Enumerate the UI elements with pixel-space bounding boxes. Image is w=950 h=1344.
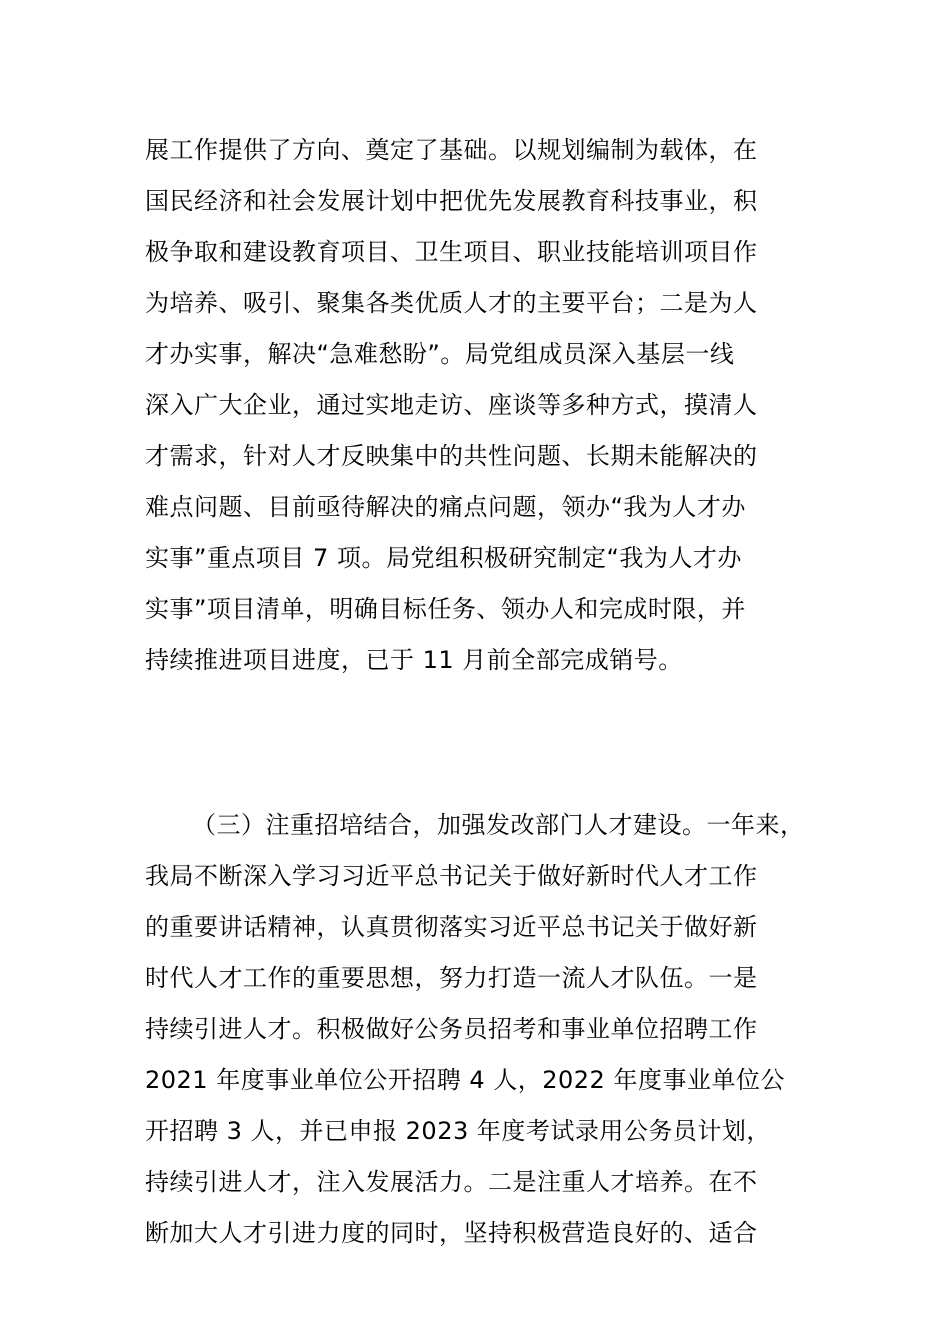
section-heading-line: （三）注重招培结合，加强发改部门人才建设。一年来， [192, 811, 805, 839]
text-line: 我局不断深入学习习近平总书记关于做好新时代人才工作 [145, 862, 758, 890]
text-line: 持续引进人才。积极做好公务员招考和事业单位招聘工作 [145, 1015, 758, 1043]
text-line: 2021 年度事业单位公开招聘 4 人，2022 年度事业单位公 [145, 1066, 785, 1094]
text-line: 持续引进人才，注入发展活力。二是注重人才培养。在不 [145, 1168, 758, 1196]
text-line: 开招聘 3 人，并已申报 2023 年度考试录用公务员计划， [145, 1117, 771, 1145]
text-line: 才办实事，解决“急难愁盼”。局党组成员深入基层一线 [145, 340, 735, 368]
text-line: 国民经济和社会发展计划中把优先发展教育科技事业，积 [145, 187, 758, 215]
text-line: 的重要讲话精神，认真贯彻落实习近平总书记关于做好新 [145, 913, 758, 941]
text-line: 实事”重点项目 7 项。局党组积极研究制定“我为人才办 [145, 544, 742, 572]
text-line: 时代人才工作的重要思想，努力打造一流人才队伍。一是 [145, 964, 758, 992]
text-line: 为培养、吸引、聚集各类优质人才的主要平台；二是为人 [145, 289, 758, 317]
text-line: 极争取和建设教育项目、卫生项目、职业技能培训项目作 [145, 238, 758, 266]
text-line: 实事”项目清单，明确目标任务、领办人和完成时限，并 [145, 595, 746, 623]
text-line: 深入广大企业，通过实地走访、座谈等多种方式，摸清人 [145, 391, 758, 419]
text-line: 持续推进项目进度，已于 11 月前全部完成销号。 [145, 646, 683, 674]
text-line: 难点问题、目前亟待解决的痛点问题，领办“我为人才办 [145, 493, 746, 521]
text-line: 才需求，针对人才反映集中的共性问题、长期未能解决的 [145, 442, 758, 470]
text-line: 展工作提供了方向、奠定了基础。以规划编制为载体，在 [145, 136, 758, 164]
text-line: 断加大人才引进力度的同时，坚持积极营造良好的、适合 [145, 1219, 758, 1247]
